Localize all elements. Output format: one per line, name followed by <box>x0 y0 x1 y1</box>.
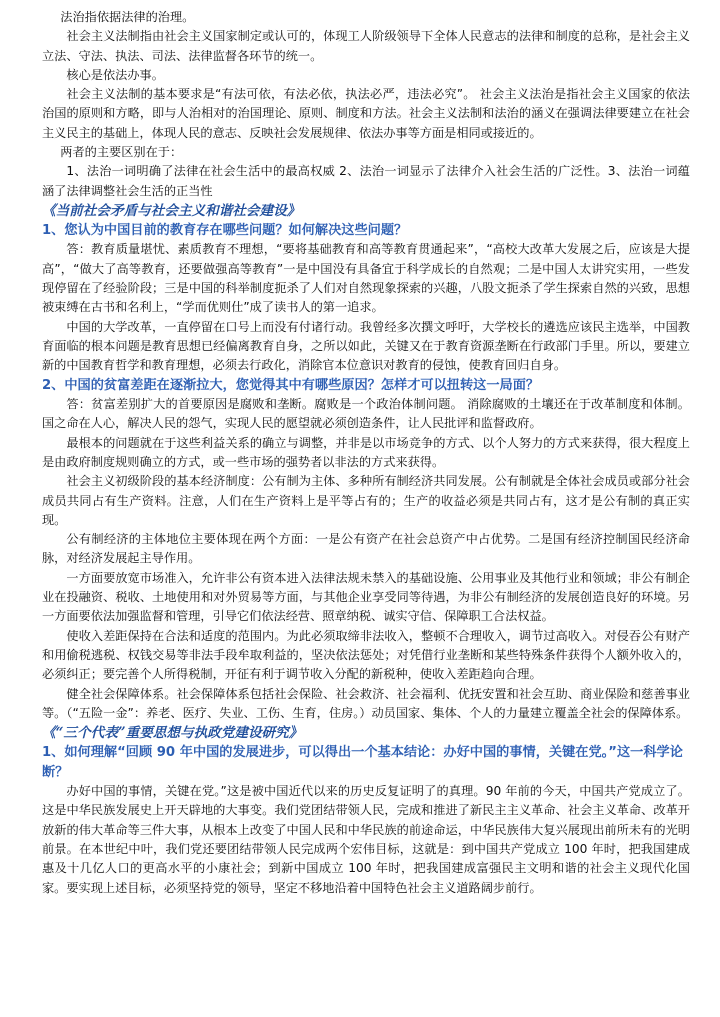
intro-paragraph-socialist-legal-system: 社会主义法制指由社会主义国家制定或认可的，体现工人阶级领导下全体人民意志的法律和制度的总称，是社会主义立法、守法、执法、司法、法律监督各环节的统一。 <box>42 29 690 63</box>
intro-paragraph-basic-requirements: 社会主义法制的基本要求是“有法可依，有法必依，执法必严，违法必究”。 社会主义法治是指社会主义国家的依法治国的原则和方略，即与人治相对的治国理论、原则、制度和方法。社会主义法制和法治的涵义在强调法律要建立在社会主义民主的基础上，体现人民的意志、反映社会发展规律、依法办事等方面是相同或接近的。 <box>42 87 690 140</box>
intro-paragraph-difference-list: 1、法治一词明确了法律在社会生活中的最高权威 2、法治一词显示了法律介入社会生活的广泛性。3、法治一词蕴涵了法律调整社会生活的正当性 <box>42 164 690 198</box>
section-title-social-harmony: 《当前社会矛盾与社会主义和谐社会建设》 <box>42 202 301 219</box>
question-wealth-gap: 2、中国的贫富差距在逐渐拉大，您觉得其中有哪些原因？怎样才可以扭转这一局面？ <box>42 377 540 393</box>
question-education: 1、您认为中国目前的教育存在哪些问题？如何解决这些问题？ <box>42 222 408 238</box>
intro-paragraph-core: 核心是依法办事。 <box>66 67 164 82</box>
answer-wealth-gap-p2: 最根本的问题就在于这些利益关系的确立与调整，并非是以市场竞争的方式、以个人努力的方式来获得，很大程度上是由政府制度规则确立的方式，或一些市场的强势者以非法的方式来获得。 <box>42 435 690 469</box>
answer-wealth-gap-p4: 公有制经济的主体地位主要体现在两个方面：一是公有资产在社会总资产中占优势。二是国有经济控制国民经济命脉，对经济发展起主导作用。 <box>42 532 690 566</box>
intro-paragraph-differences: 两者的主要区别在于： <box>60 145 183 160</box>
answer-wealth-gap-p3: 社会主义初级阶段的基本经济制度：公有制为主体、多种所有制经济共同发展。公有制就是全体社会成员或部分社会成员共同占有生产资料。注意，人们在生产资料上是平等占有的；生产的收益必须是共同占有，这才是公有制的真正实现。 <box>42 474 690 527</box>
answer-wealth-gap-p5: 一方面要放宽市场准入，允许非公有资本进入法律法规未禁入的基础设施、公用事业及其他行业和领域；非公有制企业在投融资、税收、土地使用和对外贸易等方面，与其他企业享受同等待遇，为非公有制经济的发展创造良好的环境。另一方面要依法加强监督和管理，引导它们依法经营、照章纳税、诚实守信、保障职工合法权益。 <box>42 570 690 624</box>
answer-wealth-gap-p7: 健全社会保障体系。社会保障体系包括社会保险、社会救济、社会福利、优抚安置和社会互助、商业保险和慈善事业等。（“五险一金”：养老、医疗、失业、工伤、生育，住房。）动员国家、集体、个人的力量建立覆盖全社会的保障体系。 <box>42 686 690 720</box>
answer-education-p2: 中国的大学改革，一直停留在口号上而没有付诸行动。我曾经多次撰文呼吁，大学校长的遴选应该民主选举，中国教育面临的根本问题是教育思想已经偏离教育自身，之所以如此，关键又在于教育资源垄断在行政部门手里。所以，要建立新的中国教育哲学和教育理想，必须去行政化，消除官本位意识对教育的侵蚀，使教育回归自身。 <box>42 319 690 373</box>
section-title-three-represents: 《“三个代表”重要思想与执政党建设研究》 <box>42 725 303 742</box>
answer-education-p1: 答：教育质量堪忧、素质教育不理想，“要将基础教育和高等教育贯通起来”，“高校大改革大发展之后，应该是大提高”，“做大了高等教育，还要做强高等教育”一是中国没有具备宜于科学成长的自然观；二是中国人太讲究实用，一些发现停留在了经验阶段；三是中国的科举制度扼杀了人们对自然现象探索的兴趣，八股文扼杀了学生探索自然的兴致，思想被束缚在古书和名利上，“学而优则仕”成了读书人的第一追求。 <box>42 242 690 315</box>
answer-party-key-p1: 办好中国的事情，关键在党。”这是被中国近代以来的历史反复证明了的真理。90 年前的今天，中国共产党成立了。这是中华民族发展史上开天辟地的大事变。我们党团结带领人民，完成和推进了新民主主义革命、社会主义革命、改革开放新的伟大革命等三件大事，从根本上改变了中国人民和中华民族的前途命运，中华民族伟大复兴展现出前所未有的光明前景。在本世纪中叶，我们党还要团结带领人民完成两个宏伟目标，这就是：到中国共产党成立 100 年时，把我国建成惠及十几亿人口的更高水平的小康社会；到新中国成立 100 年时，把我国建成富强民主文明和谐的社会主义现代化国家。要实现上述目标，必须坚持党的领导，坚定不移地沿着中国特色社会主义道路阔步前行。 <box>42 784 690 895</box>
answer-wealth-gap-p1: 答：贫富差别扩大的首要原因是腐败和垄断。腐败是一个政治体制问题。 消除腐败的土壤还在于改革制度和体制。国之命在人心，解决人民的怨气，实现人民的愿望就必须创造条件，让人民批评和监督政府。 <box>42 397 690 431</box>
intro-paragraph-rule-of-law: 法治指依据法律的治理。 <box>60 10 195 24</box>
question-party-key: 1、如何理解“回顾 90 年中国的发展进步，可以得出一个基本结论：办好中国的事情，关键在党。”这一科学论断？ <box>42 745 683 780</box>
answer-wealth-gap-p6: 使收入差距保持在合法和适度的范围内。为此必须取缔非法收入，整顿不合理收入，调节过高收入。对侵吞公有财产和用偷税逃税、权钱交易等非法手段牟取利益的，坚决依法惩处；对凭借行业垄断和某些特殊条件获得个人额外收入的，必须纠正；要完善个人所得税制，开征有利于调节收入分配的新税种，使收入差距趋向合理。 <box>42 628 690 682</box>
